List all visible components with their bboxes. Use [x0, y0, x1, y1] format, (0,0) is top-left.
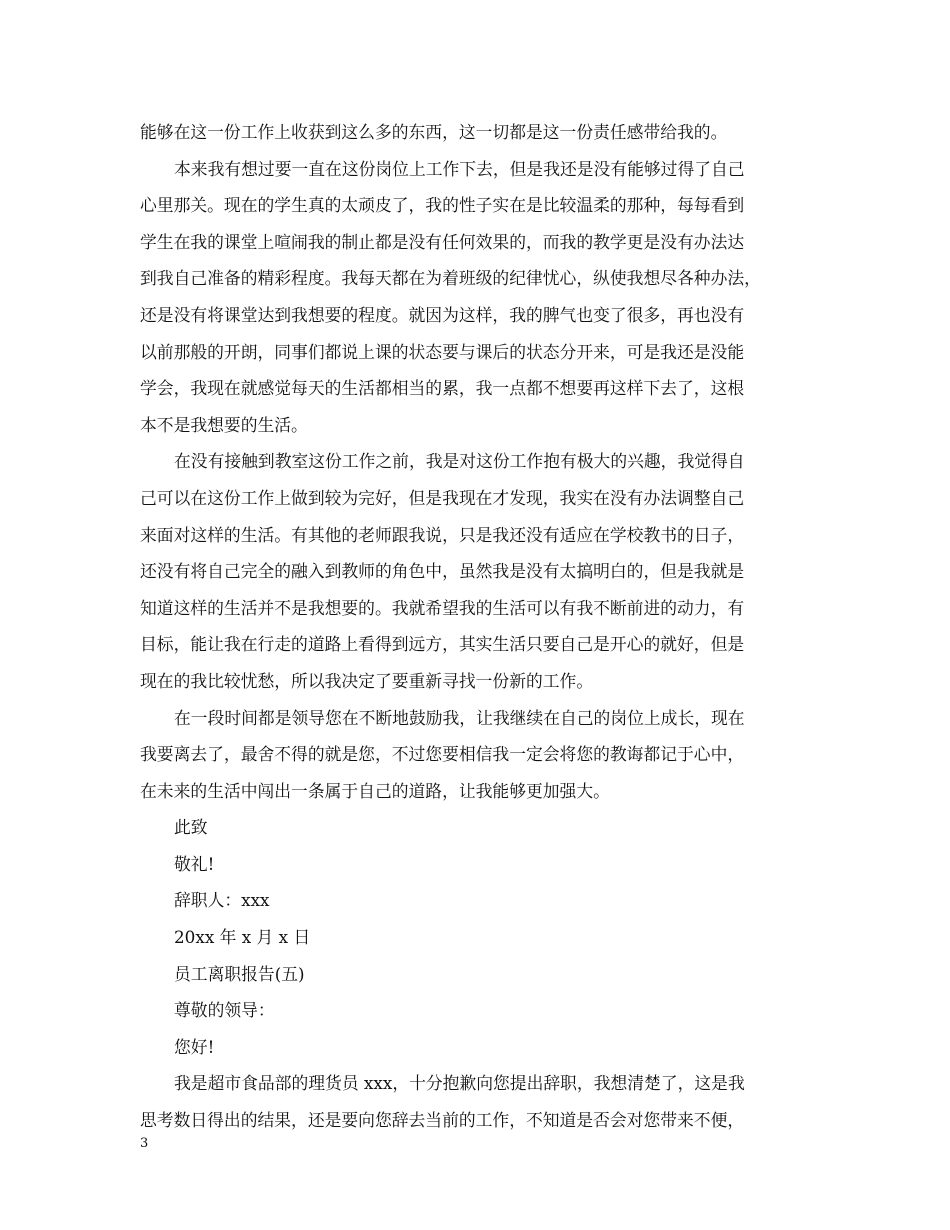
- text-line: 20xx 年 x 月 x 日: [174, 927, 311, 948]
- text-line: 在未来的生活中闯出一条属于自己的道路，让我能够更加强大。: [140, 780, 610, 801]
- text-line: 员工离职报告(五): [174, 963, 305, 984]
- text-line: 现在的我比较忧愁，所以我决定了要重新寻找一份新的工作。: [140, 670, 594, 691]
- text-line: 来面对这样的生活。有其他的老师跟我说，只是我还没有适应在学校教书的日子，: [140, 524, 745, 545]
- text-line: 以前那般的开朗，同事们都说上课的状态要与课后的状态分开来，可是我还是没能: [140, 341, 745, 362]
- text-line: 在没有接触到教室这份工作之前，我是对这份工作抱有极大的兴趣，我觉得自: [174, 451, 745, 472]
- document-body: [140, 114, 820, 1139]
- text-line: 思考数日得出的结果，还是要向您辞去当前的工作，不知道是否会对您带来不便，: [140, 1110, 745, 1131]
- text-line: 本来我有想过要一直在这份岗位上工作下去，但是我还是没有能够过得了自己: [174, 158, 745, 179]
- text-line: 学生在我的课堂上喧闹我的制止都是没有任何效果的，而我的教学更是没有办法达: [140, 231, 745, 252]
- text-line: 能够在这一份工作上收获到这么多的东西，这一切都是这一份责任感带给我的。: [140, 122, 728, 142]
- text-line: 本不是我想要的生活。: [140, 414, 308, 435]
- text-line: 学会，我现在就感觉每天的生活都相当的累，我一点都不想要再这样下去了，这根: [140, 378, 745, 399]
- text-line: 您好!: [174, 1036, 215, 1057]
- text-line: 在一段时间都是领导您在不断地鼓励我，让我继续在自己的岗位上成长，现在: [174, 707, 745, 728]
- text-line: 己可以在这份工作上做到较为完好，但是我现在才发现，我实在没有办法调整自己: [140, 487, 745, 508]
- text-line: 知道这样的生活并不是我想要的。我就希望我的生活可以有我不断前进的动力，有: [140, 597, 745, 618]
- text-line: 敬礼!: [174, 853, 215, 874]
- text-line: 我要离去了，最舍不得的就是您，不过您要相信我一定会将您的教诲都记于心中，: [140, 744, 745, 765]
- text-line: 心里那关。现在的学生真的太顽皮了，我的性子实在是比较温柔的那种，每每看到: [140, 195, 745, 216]
- text-line: 目标，能让我在行走的道路上看得到远方，其实生活只要自己是开心的就好，但是: [140, 634, 745, 655]
- text-line: 到我自己准备的精彩程度。我每天都在为着班级的纪律忧心，纵使我想尽各种办法，: [140, 268, 761, 289]
- text-line: 此致: [174, 817, 208, 838]
- page-number: 3: [140, 1136, 149, 1151]
- text-line: 尊敬的领导：: [174, 1000, 275, 1021]
- text-line: 还是没有将课堂达到我想要的程度。就因为这样，我的脾气也变了很多，再也没有: [140, 304, 745, 325]
- text-line: 我是超市食品部的理货员 xxx，十分抱歉向您提出辞职，我想清楚了，这是我: [174, 1073, 745, 1094]
- text-line: 还没有将自己完全的融入到教师的角色中，虽然我是没有太搞明白的，但是我就是: [140, 561, 745, 582]
- text-line: 辞职人：xxx: [174, 890, 270, 911]
